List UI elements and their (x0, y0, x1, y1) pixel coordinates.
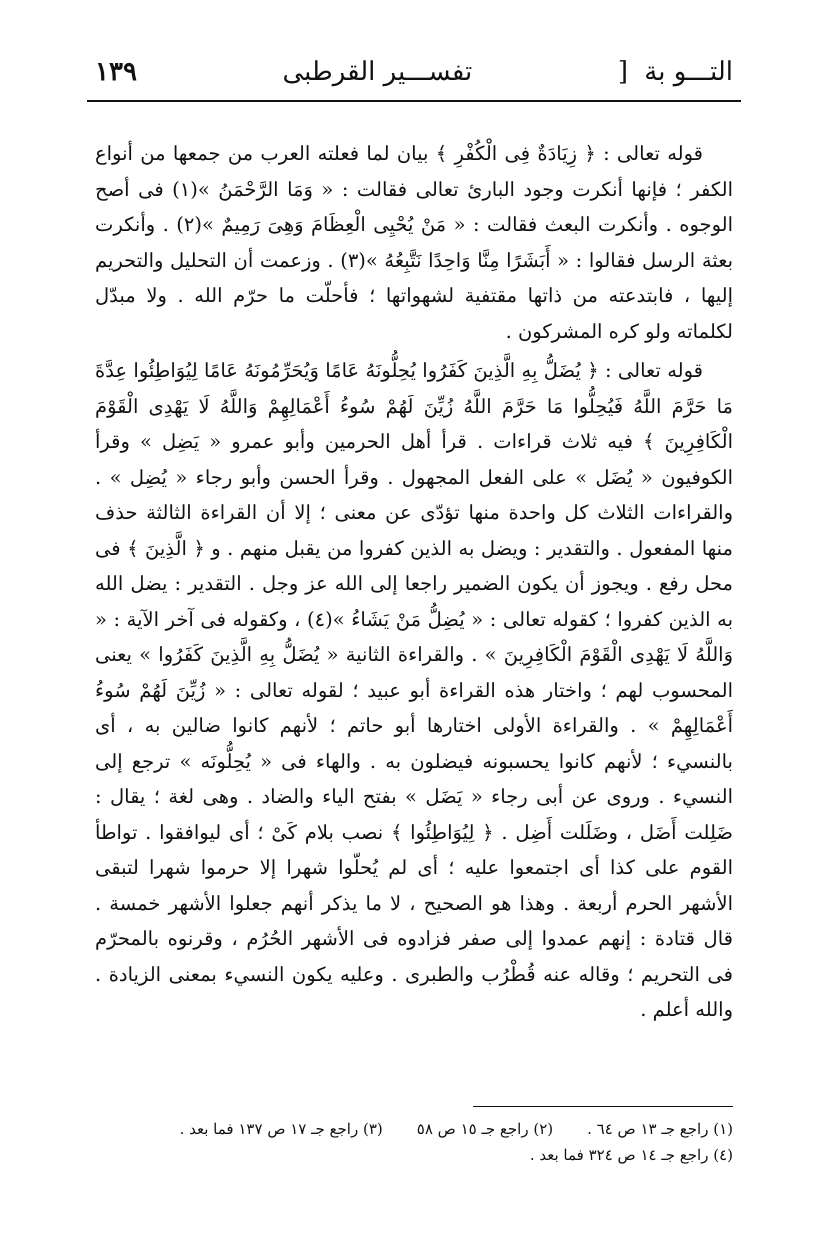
page-number: ١٣٩ (95, 57, 137, 87)
header-rule (87, 100, 741, 102)
footnote-4: (٤) راجع جـ ١٤ ص ٣٢٤ فما بعد . (529, 1146, 733, 1164)
surah-name: التـــو بة (644, 57, 733, 87)
footnote-rule (473, 1106, 733, 1107)
book-title: تفســـير القرطبى (282, 57, 473, 87)
paragraph-2: قوله تعالى : ﴿ يُضَلُّ بِهِ الَّذِينَ كَفَرُوا يُحِلُّونَهُ عَامًا وَيُحَرِّمُونَهُ عَامًا لِيُوَاطِئُوا عِدَّةَ مَا حَرَّمَ اللَّهُ فَيُحِلُّوا مَا حَرَّمَ اللَّهُ زُيِّنَ لَهُمْ سُوءُ أَعْمَالِهِمْ وَاللَّهُ لَا يَهْدِى الْقَوْمَ الْكَافِرِينَ ﴾ فيه ثلاث قراءات . قرأ أهل الحرمين وأبو عمرو « يَضِل » وقرأ الكوفيون « يُضَل » على الفعل المجهول . وقرأ الحسن وأبو رجاء « يُضِل » . والقراءات الثلاث كل واحدة منها تؤدّى عن معنى ؛ إلا أن القراءة الثالثة حذف منها المفعول . والتقدير : ويضل به الذين كفروا من يقبل منهم . و ﴿ الَّذِينَ ﴾ فى محل رفع . ويجوز أن يكون الضمير راجعا إلى الله عز وجل . التقدير : يضل الله به الذين كفروا ؛ كقوله تعالى : « يُضِلُّ مَنْ يَشَاءُ »(٤) ، وكقوله فى آخر الآية : « وَاللَّهُ لَا يَهْدِى الْقَوْمَ الْكَافِرِينَ » . والقراءة الثانية « يُضَلُّ بِهِ الَّذِينَ كَفَرُوا » يعنى المحسوب لهم ؛ واختار هذه القراءة أبو عبيد ؛ لقوله تعالى : « زُيِّنَ لَهُمْ سُوءُ أَعْمَالِهِمْ » . والقراءة الأولى اختارها أبو حاتم ؛ لأنهم كانوا ضالين به ، أى بالنسيء ؛ لأنهم كانوا يحسبونه فيضلون به . والهاء فى « يُحِلُّونَه » ترجع إلى النسيء . وروى عن أبى رجاء « يَضَل » بفتح الياء والضاد . وهى لغة ؛ يقال : ضَلِلت أَضَل ، وضَلَلت أَضِل . ﴿ لِيُوَاطِئُوا ﴾ نصب بلام كَىْ ؛ أى ليوافقوا . تواطأ القوم على كذا أى اجتمعوا عليه ؛ أى لم يُحلّوا شهرا إلا حرموا شهرا لتبقى الأشهر الحرم أربعة . وهذا هو الصحيح ، لا ما يذكر أنهم جعلوا الأشهر خمسة . قال قتادة : إنهم عمدوا إلى صفر فزادوه فى الأشهر الحُرُم ، وقرنوه بالمحرّم فى التحريم ؛ وقاله عنه قُطْرُب والطبرى . وعليه يكون النسيء بمعنى الزيادة . والله أعلم . (95, 359, 734, 1021)
running-header (95, 48, 733, 96)
main-text (95, 136, 733, 1028)
footnote-2: (٢) راجع جـ ١٥ ص ٥٨ (416, 1120, 554, 1138)
footnote-line (95, 1116, 733, 1142)
footnote-1: (١) راجع جـ ١٣ ص ٦٤ . (587, 1120, 733, 1138)
footnote-line (95, 1142, 733, 1168)
footnote-3: (٣) راجع جـ ١٧ ص ١٣٧ فما بعد . (179, 1120, 383, 1138)
header-bracket: [ (617, 57, 629, 87)
paragraph-1: قوله تعالى : ﴿ زِيَادَةٌ فِى الْكُفْرِ ﴾ بيان لما فعلته العرب من جمعها من أنواع الكفر ؛ فإنها أنكرت وجود البارئ تعالى فقالت : « وَمَا الرَّحْمَنُ »(١) فى أصح الوجوه . وأنكرت البعث فقالت : « مَنْ يُحْيِى الْعِظَامَ وَهِىَ رَمِيمٌ »(٢) . وأنكرت بعثة الرسل فقالوا : « أَبَشَرًا مِنَّا وَاحِدًا نَتَّبِعُهُ »(٣) . وزعمت أن التحليل والتحريم إليها ، فابتدعته من ذاتها مقتفية لشهواتها ؛ فأحلّت ما حرّم الله . ولا مبدّل لكلماته ولو كره المشركون . (95, 142, 734, 343)
header-surah (618, 57, 733, 87)
footnotes (95, 1116, 733, 1168)
